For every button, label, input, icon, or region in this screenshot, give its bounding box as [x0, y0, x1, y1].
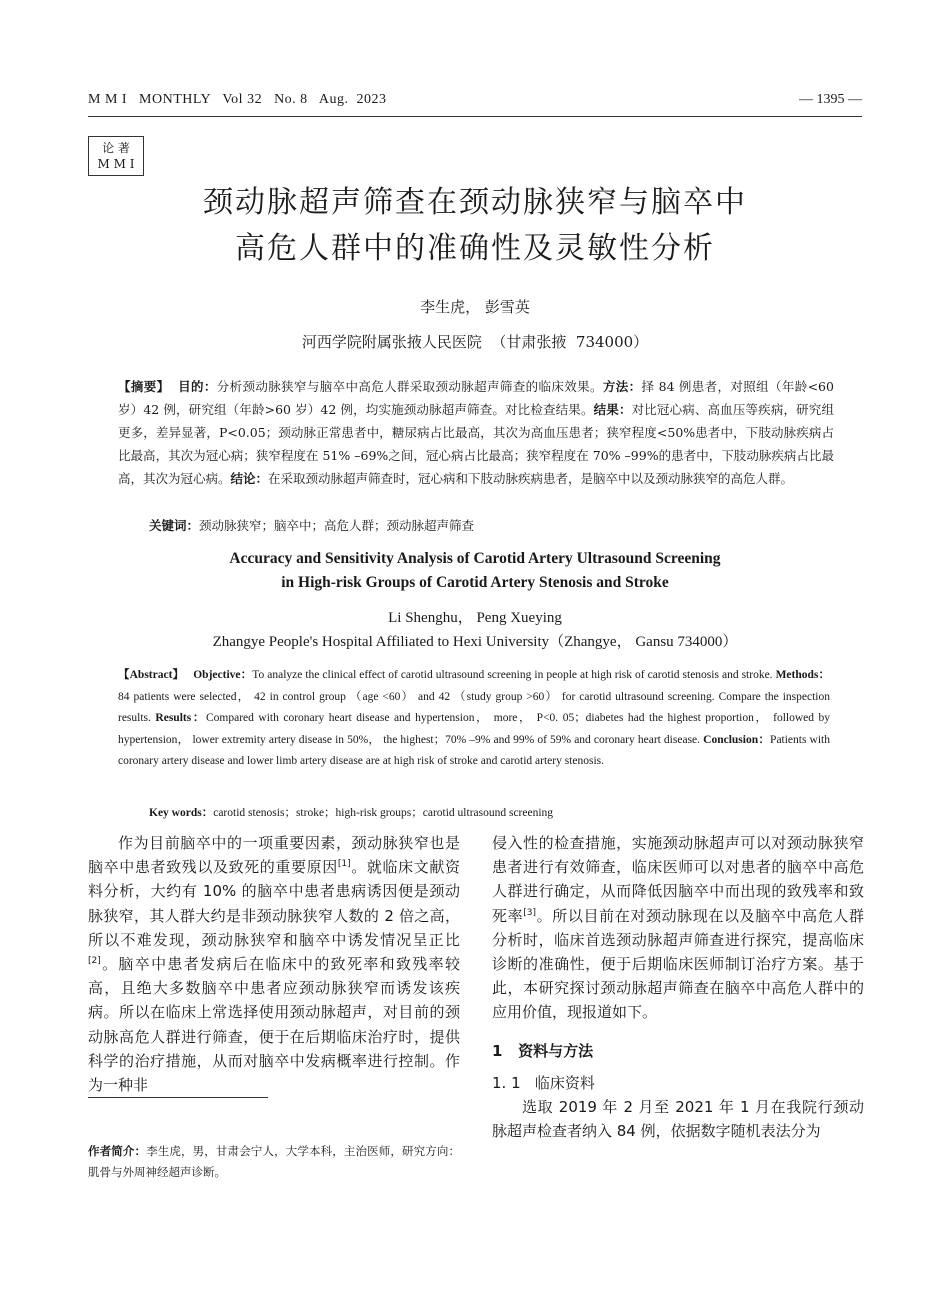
article-type-en: M M I	[97, 157, 135, 171]
methods-text: 择 84 例患者，对照组（年龄<60 岁）42 例，研究组（年龄>60 岁）42 例，均实施颈动脉超声筛查。对比检查结果。	[118, 379, 834, 417]
en-results-text: Compared with coronary heart disease and hypertension， more， P<0. 05；diabetes had the highest proportion， followed by hypertension， lower extremity artery disease in 50%， the highest；70% –9% and 99% of 59% and coronary heart disease.	[118, 712, 831, 746]
body-column-right	[492, 831, 864, 1143]
en-objective-label: Objective：	[193, 669, 253, 681]
conclusion-label: 结论：	[230, 471, 269, 486]
abstract-en	[118, 665, 830, 773]
keywords-en-text: carotid stenosis；stroke；high-risk groups；carotid ultrasound screening	[213, 807, 554, 819]
keywords-en-label: Key words：	[149, 807, 214, 819]
english-affiliation: Zhangye People's Hospital Affiliated to Hexi University（Zhangye， Gansu 734000）	[212, 634, 738, 650]
abstract-cn	[118, 375, 834, 490]
article-type-tag	[88, 136, 144, 176]
intro-text-1: 作为目前脑卒中的一项重要因素，颈动脉狭窄也是脑卒中患者致残以及致死的重要原因	[88, 834, 460, 877]
en-conclusion-label: Conclusion：	[703, 733, 771, 746]
objective-text: 分析颈动脉狭窄与脑卒中高危人群采取颈动脉超声筛查的临床效果。	[216, 379, 603, 394]
en-results-label: Results：	[155, 712, 206, 724]
footnote-text: 李生虎，男，甘肃会宁人，大学本科，主治医师，研究方向：肌骨与外周神经超声诊断。	[88, 1144, 461, 1179]
citation-2: [2]	[88, 956, 101, 967]
keywords-cn-text: 颈动脉狭窄；脑卒中；高危人群；颈动脉超声筛查	[199, 518, 475, 533]
methods-label: 方法：	[602, 379, 642, 394]
article-type-cn: 论 著	[102, 141, 130, 155]
citation-1: [1]	[337, 859, 351, 870]
title-line-2: 高危人群中的准确性及灵敏性分析	[235, 231, 715, 266]
intro-paragraph-continued	[492, 831, 864, 1025]
author-footnote	[88, 1141, 460, 1183]
citation-3: [3]	[523, 907, 536, 918]
en-title-line-1: Accuracy and Sensitivity Analysis of Carotid Artery Ultrasound Screening	[229, 550, 721, 567]
journal-header: M M I MONTHLY Vol 32 No. 8 Aug. 2023	[88, 92, 387, 107]
results-text: 对比冠心病、高血压等疾病，研究组更多，差异显著，P<0.05；颈动脉正常患者中，糖尿病占比最高，其次为高血压患者；狭窄程度<50%患者中，下肢动脉疾病占比最高，其次为冠心病；狭窄程度在 51% –69%之间，冠心病占比最高；狭窄程度在 70% –99%的患者中，下肢动脉疾病占比最高，其次为冠心病。	[118, 402, 834, 486]
keywords-en	[149, 804, 553, 820]
header-rule	[88, 116, 862, 117]
en-objective-text: To analyze the clinical effect of carotid ultrasound screening in people at high risk of carotid stenosis and stroke.	[252, 669, 773, 681]
results-label: 结果：	[593, 402, 632, 417]
section-heading-1-1: 1. 1 临床资料	[492, 1073, 595, 1092]
paper-title	[0, 180, 950, 272]
en-conclusion-text: Patients with coronary artery disease and lower limb artery disease are at high risk of stroke and carotid artery stenosis.	[118, 733, 831, 767]
keywords-cn-label: 关键词：	[149, 518, 200, 533]
intro-cont-text-1: 侵入性的检查措施，实施颈动脉超声可以对颈动脉狭窄患者进行有效筛查，临床医师可以对患者的脑卒中高危人群进行确定，从而降低因脑卒中而出现的致残率和致死率	[492, 834, 864, 925]
footnote-label: 作者简介：	[88, 1144, 147, 1158]
abstract-cn-label: 【摘要】	[118, 379, 170, 394]
intro-text-3: 。脑卒中患者发病后在临床中的致死率和致残率较高，且绝大多数脑卒中患者应颈动脉狭窄而诱发该疾病。所以在临床上常选择使用颈动脉超声，对目前的颈动脉高危人群进行筛查，便于在后期临床治疗时，提供科学的治疗措施，从而对脑卒中发病概率进行控制。作为一种非	[88, 955, 460, 1095]
footnote-rule	[88, 1097, 268, 1098]
abstract-en-label: 【Abstract】	[118, 669, 185, 681]
section-heading-1: 1 资料与方法	[492, 1041, 594, 1060]
body-column-left	[88, 831, 460, 1097]
en-methods-text: 84 patients were selected， 42 in control group （age <60） and 42 （study group >60） for carotid ultrasound screening. Compare the inspection results.	[118, 690, 830, 724]
english-title	[0, 547, 950, 595]
title-line-1: 颈动脉超声筛查在颈动脉狭窄与脑卒中	[203, 185, 747, 220]
page-number: — 1395 —	[799, 92, 862, 107]
intro-text-2: 。就临床文献资料分析，大约有 10% 的脑卒中患者患病诱因便是颈动脉狭窄，其人群大约是非颈动脉狭窄人数的 2 倍之高，所以不难发现，颈动脉狭窄和脑卒中诱发情况呈正比	[88, 858, 460, 949]
en-methods-label: Methods：	[775, 669, 831, 681]
intro-cont-text-2: 。所以目前在对颈动脉现在以及脑卒中高危人群分析时，临床首选颈动脉超声筛查进行探究，提高临床诊断的准确性，便于后期临床医师制订治疗方案。基于此，本研究探讨颈动脉超声筛查在脑卒中高危人群中的应用价值，现报道如下。	[492, 906, 864, 1022]
english-authors: Li Shenghu， Peng Xueying	[388, 610, 562, 626]
en-title-line-2: in High-risk Groups of Carotid Artery Stenosis and Stroke	[281, 574, 669, 591]
conclusion-text: 在采取颈动脉超声筛查时，冠心病和下肢动脉疾病患者，是脑卒中以及颈动脉狭窄的高危人群。	[268, 471, 794, 486]
objective-label: 目的：	[178, 379, 217, 394]
intro-paragraph	[88, 831, 460, 1097]
authors: 李生虎， 彭雪英	[420, 298, 530, 316]
keywords-cn	[149, 516, 474, 534]
affiliation: 河西学院附属张掖人民医院 （甘肃张掖 734000）	[301, 333, 649, 351]
methods-paragraph: 选取 2019 年 2 月至 2021 年 1 月在我院行颈动脉超声检查者纳入 84 例，依据数字随机表法分为	[492, 1098, 864, 1141]
